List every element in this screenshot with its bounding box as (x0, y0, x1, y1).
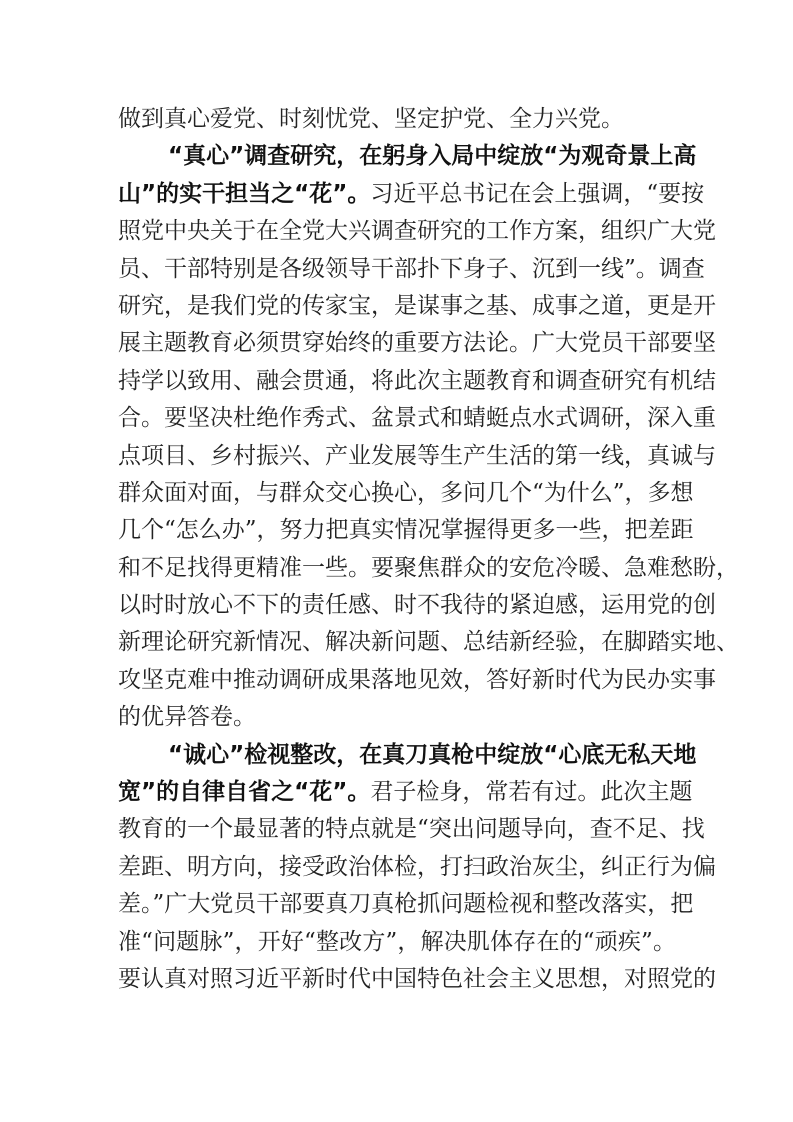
body-text: 做到真心爱党、时刻忧党、坚定护党、全力兴党。 (118, 106, 624, 132)
text-line (118, 512, 694, 549)
body-text: 君子检身，常若有过。此次主题 (370, 779, 693, 806)
body-text: 几个“怎么办”，努力把真实情况掌握得更多一些，把差距 (118, 517, 694, 544)
text-line (118, 138, 697, 175)
bold-heading-text: “真心”调查研究，在躬身入局中绽放“为观奇景上高 (168, 143, 697, 170)
body-text: 差距、明方向，接受政治体检，打扫政治灰尘，纠正行为偏 (118, 853, 716, 880)
text-line (118, 251, 705, 288)
text-line (118, 475, 694, 512)
text-line (118, 699, 676, 736)
body-text: 准“问题脉”，开好“整改方”，解决肌体存在的“顽疾”。 (118, 928, 676, 955)
text-line (118, 774, 693, 811)
text-line (118, 587, 716, 624)
bold-heading-text: 山”的实干担当之“花”。 (118, 180, 371, 207)
body-text: 教育的一个最显著的特点就是“突出问题导向，查不足、找 (118, 816, 705, 843)
body-text: 攻坚克难中推动调研成果落地见效，答好新时代为民办实事 (118, 666, 716, 693)
bold-heading-text: “诚心”检视整改，在真刀真枪中绽放“心底无私天地 (168, 741, 697, 768)
text-line (118, 213, 716, 250)
text-line (118, 811, 705, 848)
text-line (118, 961, 716, 998)
body-text: 差。”广大党员干部要真刀真枪抓问题检视和整改落实，把 (118, 891, 694, 918)
body-text: 照党中央关于在全党大兴调查研究的工作方案，组织广大党 (118, 218, 716, 245)
body-text: 新理论研究新情况、解决新问题、总结新经验，在脚踏实地、 (118, 629, 739, 656)
body-text: 点项目、乡村振兴、产业发展等生产生活的第一线，真诚与 (118, 442, 716, 469)
body-text: 习近平总书记在会上强调，“要按 (370, 180, 705, 207)
body-text: 合。要坚决杜绝作秀式、盆景式和蜻蜓点水式调研，深入重 (118, 405, 716, 432)
body-text: 展主题教育必须贯穿始终的重要方法论。广大党员干部要坚 (118, 330, 716, 357)
text-line (118, 325, 716, 362)
body-text: 研究，是我们党的传家宝，是谋事之基、成事之道，更是开 (118, 292, 716, 319)
text-line (118, 924, 676, 961)
text-line (118, 400, 716, 437)
text-line (118, 176, 705, 213)
body-text: 持学以致用、融会贯通，将此次主题教育和调查研究有机结 (118, 367, 716, 394)
body-text: 的优异答卷。 (118, 704, 256, 731)
text-line (118, 624, 739, 661)
document-page (118, 101, 739, 998)
body-text: 员、干部特别是各级领导干部扑下身子、沉到一线”。调查 (118, 255, 705, 282)
text-line (118, 550, 739, 587)
body-text: 和不足找得更精准一些。要聚焦群众的安危冷暖、急难愁盼， (118, 554, 739, 581)
text-line (118, 737, 697, 774)
body-text: 群众面对面，与群众交心换心，多问几个“为什么”，多想 (118, 479, 694, 506)
text-line (118, 101, 676, 138)
body-text: 以时时放心不下的责任感、时不我待的紧迫感，运用党的创 (118, 592, 716, 619)
text-line (118, 438, 716, 475)
text-line (118, 288, 716, 325)
text-line (118, 363, 716, 400)
bold-heading-text: 宽”的自律自省之“花”。 (118, 779, 371, 806)
text-line (118, 662, 716, 699)
text-line (118, 849, 716, 886)
text-line (118, 886, 694, 923)
body-text: 要认真对照习近平新时代中国特色社会主义思想，对照党的 (118, 965, 716, 992)
